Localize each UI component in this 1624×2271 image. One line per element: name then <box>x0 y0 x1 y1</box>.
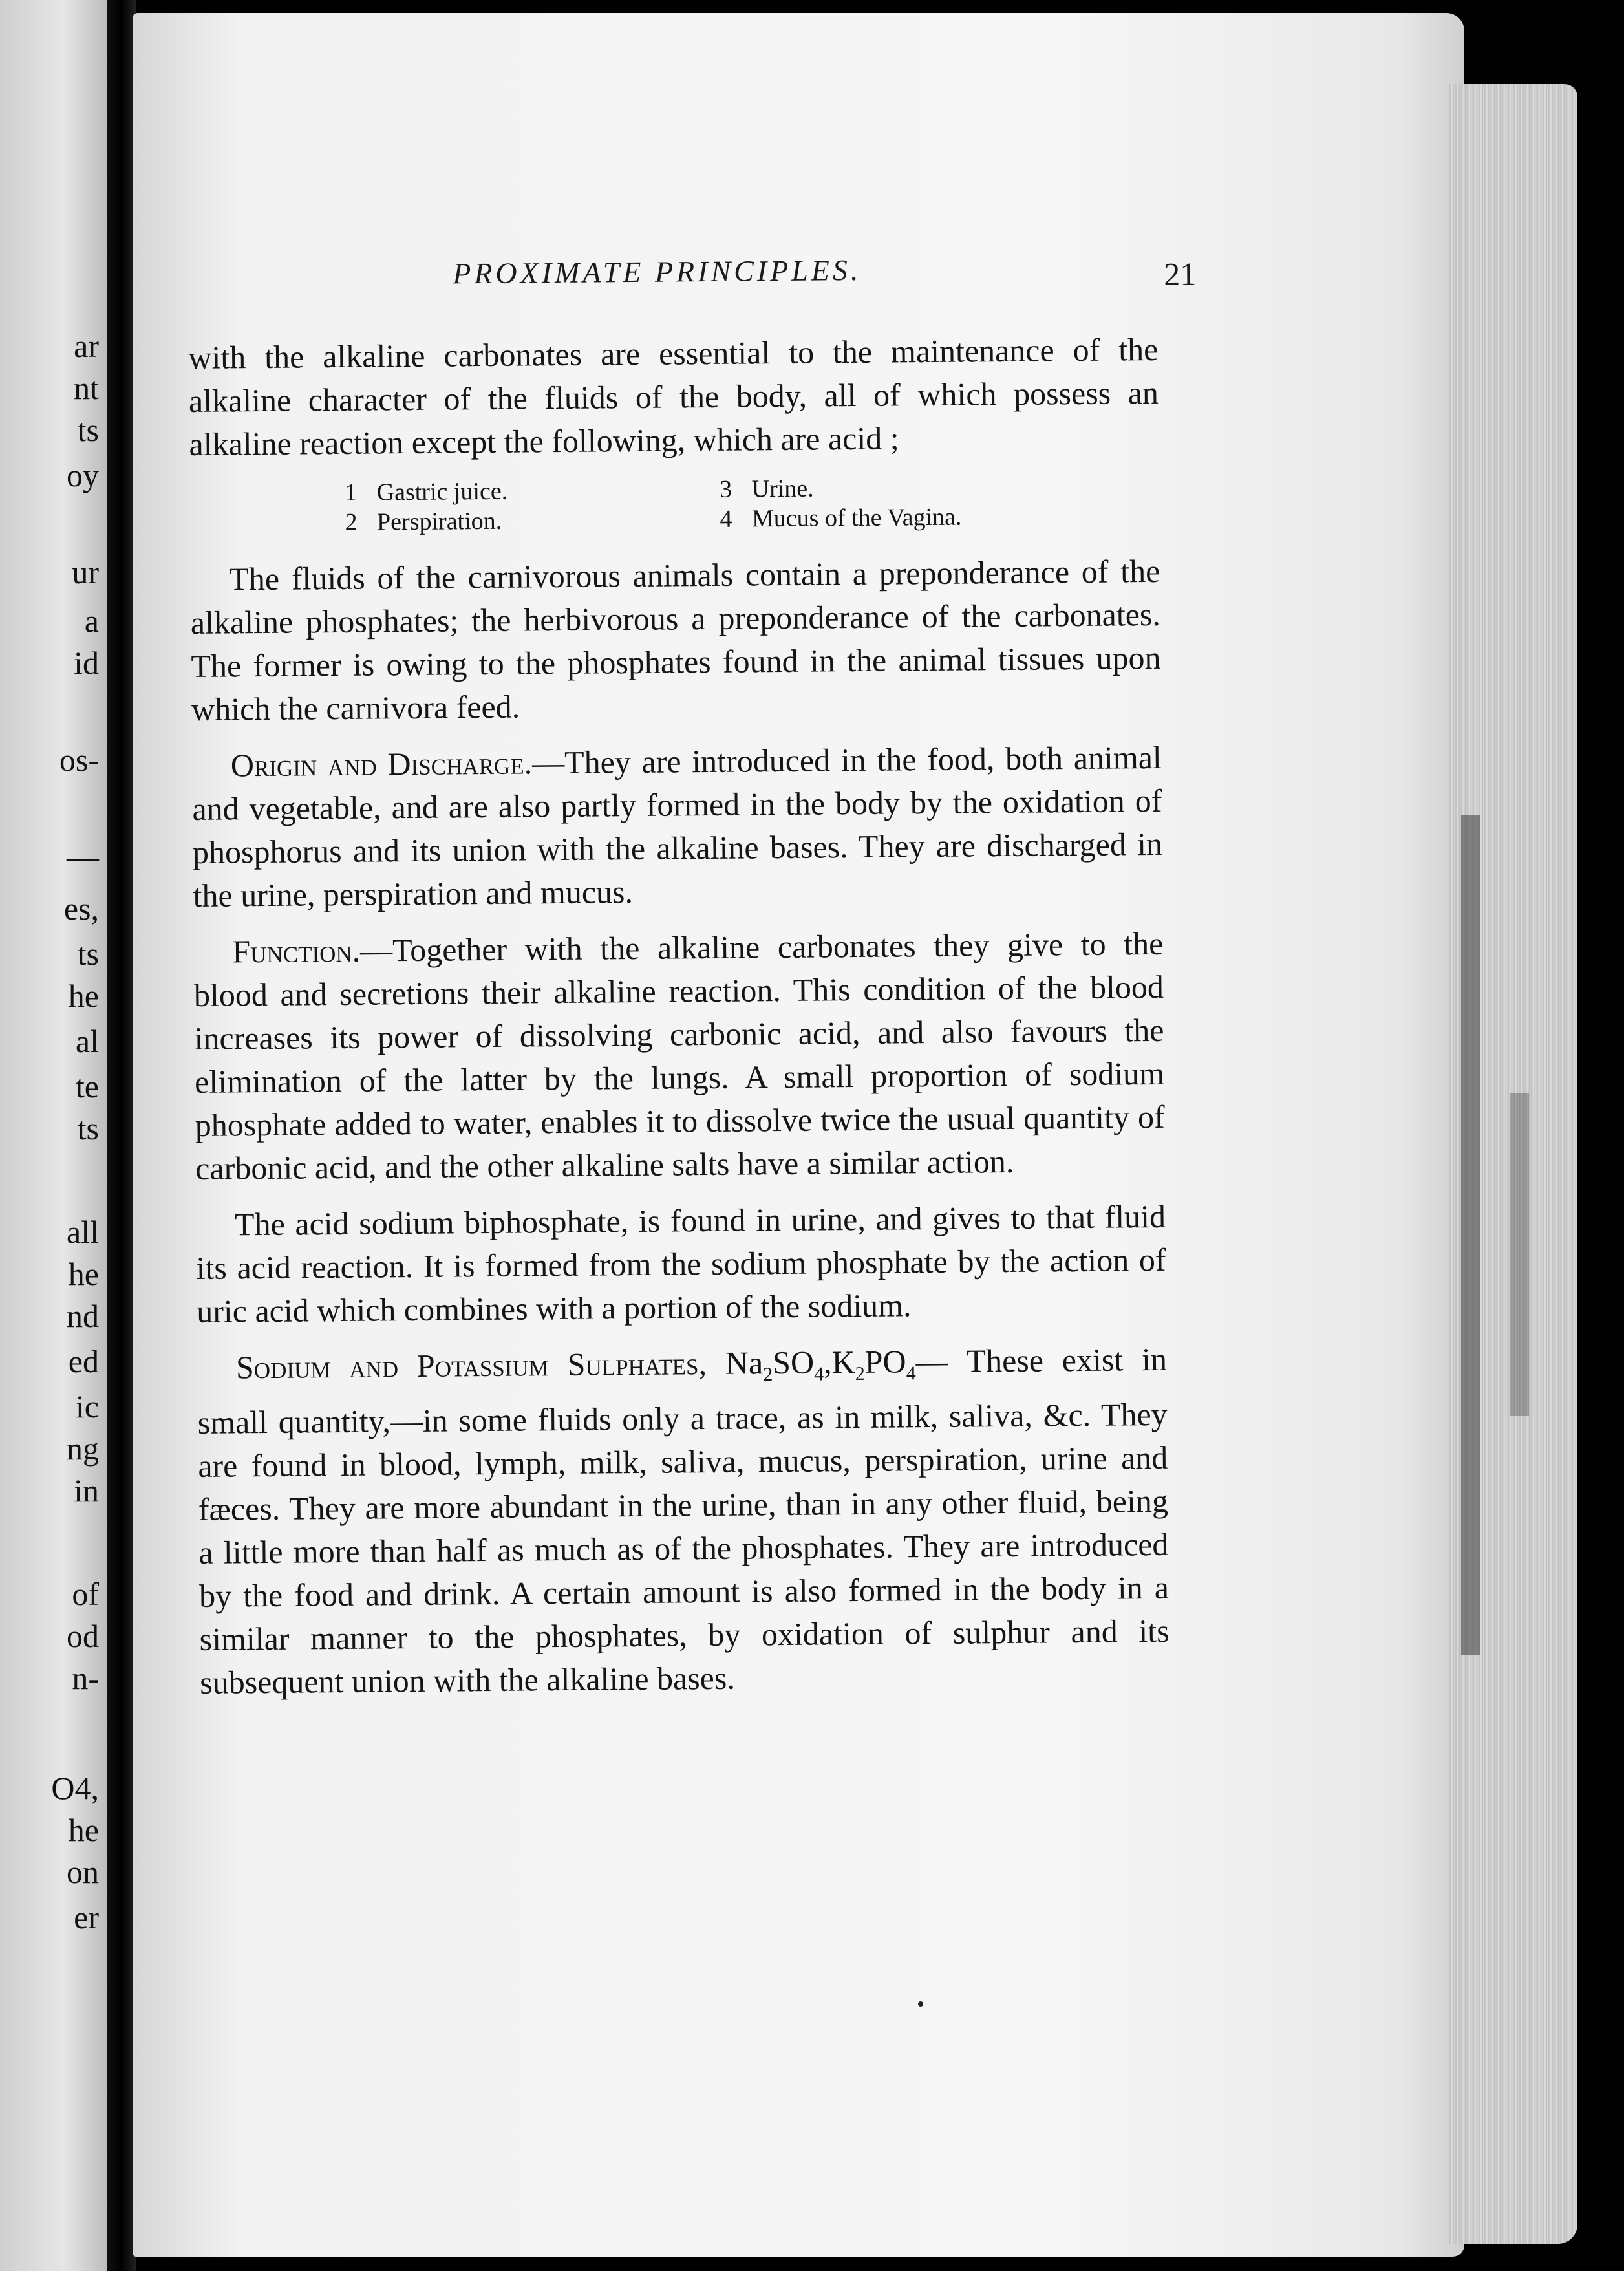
facing-page <box>0 0 107 2271</box>
facing-page-fragment: nt <box>74 370 99 406</box>
list-item <box>345 504 720 537</box>
facing-page-fragment: ed <box>68 1343 99 1379</box>
facing-page-fragment: he <box>68 1812 99 1848</box>
page-number: 21 <box>1164 255 1197 292</box>
page-edges <box>1448 84 1577 2244</box>
section-text: These exist in small quantity,—in some fluids only a trace, as in milk, saliva, &c. They are found in blood, lymph, milk, saliva, mucus, perspiration, urine and fæces. They are more abundant in the urine, than in any other fluid, being a little more than half as much as of the phosphates. They are introduced by the food and drink. A certain amount is also formed in the body in a similar manner to the phosphates, by oxidation of sulphur and its subsequent union with the alkaline bases. <box>197 1340 1170 1701</box>
page-content <box>187 250 1197 1717</box>
section-text: —They are introduced in the food, both animal and vegetable, and are also partly formed in the body by the oxidation of phosphorus and its union with the alkaline bases. They are discharged in the urine, perspiration and mucus. <box>192 738 1163 914</box>
origin-paragraph <box>192 736 1163 918</box>
edge-mark <box>1461 815 1480 1655</box>
running-head: PROXIMATE PRINCIPLES. <box>452 253 862 290</box>
list-number: 1 <box>344 479 358 506</box>
intro-paragraph: with the alkaline carbonates are essential to the maintenance of the alkaline character of the fluids of the body, all of which possess an alkaline reaction except the following, which are acid ; <box>188 330 1159 462</box>
facing-page-fragment: all <box>67 1214 99 1250</box>
facing-page-fragment: in <box>74 1472 99 1509</box>
facing-page-fragment: — <box>67 839 99 875</box>
facing-page-fragment: oy <box>67 457 99 493</box>
facing-page-fragment: al <box>75 1023 99 1059</box>
sulphates-paragraph <box>197 1338 1170 1705</box>
facing-page-fragment: ng <box>67 1430 99 1467</box>
facing-page-fragment: nd <box>67 1298 99 1334</box>
facing-page-fragment: he <box>68 1256 99 1292</box>
section-heading: Sodium and Potassium Sulphates, <box>235 1345 707 1386</box>
section-heading: Origin and Discharge. <box>230 744 533 784</box>
facing-page-fragment: ur <box>72 554 99 590</box>
facing-page-fragment: os- <box>59 742 99 778</box>
fluids-paragraph: The fluids of the carnivorous animals contain a preponderance of the alkaline phosphates; the herbivorous a preponderance of the carbonates. The former is owing to the phosphates found in the animal tissues upon which the carnivora feed. <box>190 552 1161 727</box>
facing-page-fragment: O4, <box>51 1770 99 1806</box>
facing-page-fragment: ar <box>74 328 99 364</box>
list-label: Urine. <box>751 475 814 503</box>
facing-page-fragment: id <box>74 645 99 681</box>
function-paragraph <box>193 922 1165 1190</box>
edge-mark <box>1510 1093 1529 1416</box>
book-gutter <box>107 0 136 2271</box>
facing-page-fragment: he <box>68 978 99 1014</box>
list-number: 3 <box>719 475 732 503</box>
page-header <box>187 250 1197 336</box>
facing-page-fragment: ts <box>77 1110 99 1146</box>
facing-page-fragment: es, <box>63 890 99 927</box>
list-item <box>720 471 1107 504</box>
acid-biphosphate-paragraph: The acid sodium biphosphate, is found in urine, and gives to that fluid its acid reaction. It is formed from the sodium phosphate by the action of uric acid which combines with a portion of the sodium. <box>196 1198 1166 1329</box>
facing-page-fragment: a <box>84 603 99 639</box>
list-number: 2 <box>345 508 358 536</box>
section-text: —Together with the alkaline carbonates they give to the blood and secretions their alkaline reaction. This condition of the blood increases its power of dissolving carbonic acid, and also favours the elimination of the latter by the lungs. A small proportion of sodium phosphate added to water, enables it to dissolve twice the usual quantity of carbonic acid, and the other alkaline salts have a similar action. <box>193 925 1165 1187</box>
facing-page-fragment: od <box>67 1618 99 1654</box>
list-item <box>720 501 1107 534</box>
list-label: Perspiration. <box>376 507 502 536</box>
facing-page-fragment: of <box>72 1576 99 1612</box>
list-label: Gastric juice. <box>376 477 508 506</box>
facing-page-fragment: ts <box>77 412 99 448</box>
facing-page-fragment: er <box>74 1899 99 1935</box>
facing-page-fragment: te <box>75 1068 99 1104</box>
facing-page-fragment: ts <box>77 936 99 972</box>
list-label: Mucus of the Vagina. <box>751 503 962 533</box>
facing-page-fragment: ic <box>75 1388 99 1425</box>
list-item <box>345 475 720 508</box>
acid-fluid-list <box>345 471 1160 537</box>
facing-page-fragment: n- <box>72 1660 99 1696</box>
section-heading: Function. <box>232 932 361 970</box>
facing-page-fragment: on <box>67 1854 99 1890</box>
list-number: 4 <box>720 505 732 533</box>
chemical-formula: $Na_2SO_4,K_2PO_4—$ <box>725 1342 948 1386</box>
ink-speck <box>918 2001 923 2007</box>
